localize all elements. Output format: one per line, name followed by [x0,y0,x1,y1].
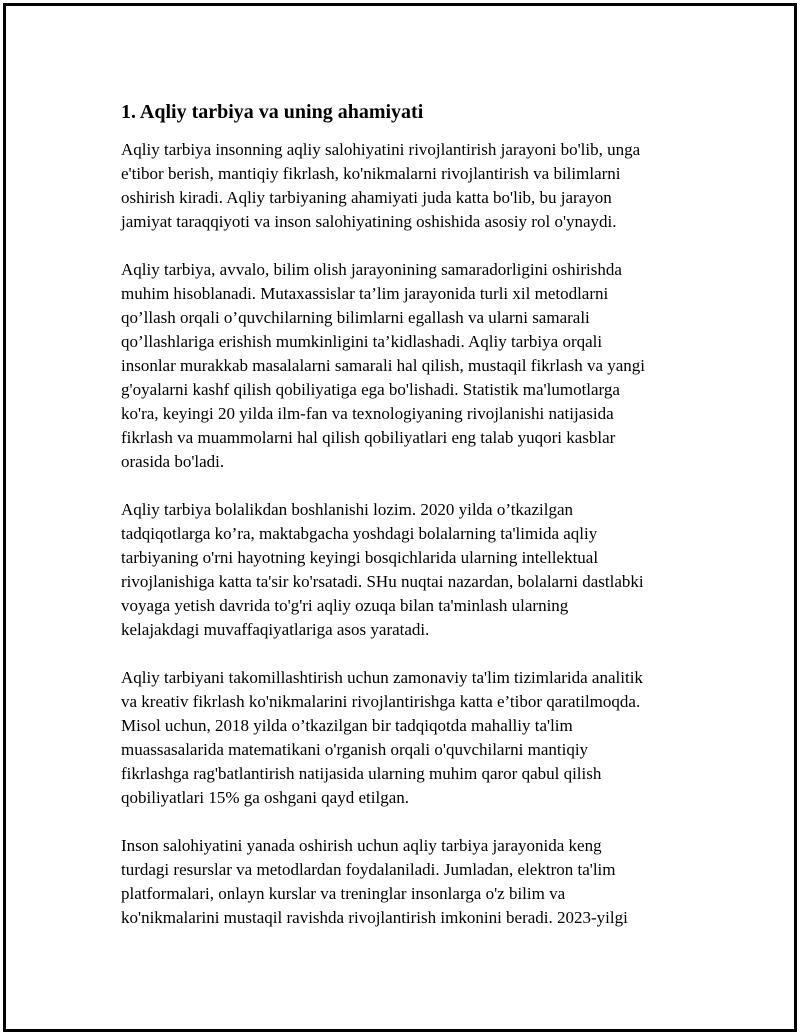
text-line: fikrlash va muammolarni hal qilish qobiliyatlari eng talab yuqori kasblar [121,428,616,447]
text-line: tadqiqotlarga ko’ra, maktabgacha yoshdagi bolalarning ta'limida aqliy [121,524,598,543]
text-line: Misol uchun, 2018 yilda o’tkazilgan bir tadqiqotda mahalliy ta'lim [121,716,573,735]
text-line: rivojlanishiga katta ta'sir ko'rsatadi. SHu nuqtai nazardan, bolalarni dastlabki [121,572,644,591]
text-line: tarbiyaning o'rni hayotning keyingi bosqichlarida ularning intellektual [121,548,599,567]
page-frame [3,3,797,1032]
text-line: platformalari, onlayn kurslar va treninglar insonlarga o'z bilim va [121,884,566,903]
text-line: va kreativ fikrlash ko'nikmalarini rivojlantirishga katta e’tibor qaratilmoqda. [121,692,641,711]
text-line: muhim hisoblanadi. Mutaxassislar ta’lim jarayonida turli xil metodlarni [121,284,609,303]
section-heading: 1. Aqliy tarbiya va uning ahamiyati [121,101,424,123]
text-line: jamiyat taraqqiyoti va inson salohiyatining oshishida asosiy rol o'ynaydi. [121,212,617,231]
text-line: insonlar murakkab masalalarni samarali hal qilish, mustaqil fikrlash va yangi [121,356,646,375]
text-line: kelajakdagi muvaffaqiyatlariga asos yaratadi. [121,620,430,639]
text-line: voyaga yetish davrida to'g'ri aqliy ozuqa bilan ta'minlash ularning [121,596,569,615]
paragraph-5 [121,834,701,930]
text-line: g'oyalarni kashf qilish qobiliyatiga ega bo'lishadi. Statistik ma'lumotlarga [121,380,620,399]
text-line: qobiliyatlari 15% ga oshgani qayd etilgan. [121,788,409,807]
text-line: qo’llashlariga erishish mumkinligini ta’kidlashadi. Aqliy tarbiya orqali [121,332,603,351]
paragraph-1 [121,138,701,234]
text-line: muassasalarida matematikani o'rganish orqali o'quvchilarni mantiqiy [121,740,589,759]
text-line: Aqliy tarbiya, avvalo, bilim olish jarayonining samaradorligini oshirishda [121,260,622,279]
text-line: oshirish kiradi. Aqliy tarbiyaning ahamiyati juda katta bo'lib, bu jarayon [121,188,612,207]
document-body [121,98,701,954]
text-line: ko'nikmalarini mustaqil ravishda rivojlantirish imkonini beradi. 2023-yilgi [121,908,628,927]
text-line: fikrlashga rag'batlantirish natijasida ularning muhim qaror qabul qilish [121,764,602,783]
text-line: Aqliy tarbiya insonning aqliy salohiyatini rivojlantirish jarayoni bo'lib, unga [121,140,641,159]
paragraph-4 [121,666,701,810]
text-line: ko'ra, keyingi 20 yilda ilm-fan va texnologiyaning rivojlanishi natijasida [121,404,614,423]
text-line: turdagi resurslar va metodlardan foydalaniladi. Jumladan, elektron ta'lim [121,860,616,879]
text-line: Aqliy tarbiyani takomillashtirish uchun zamonaviy ta'lim tizimlarida analitik [121,668,643,687]
paragraph-2 [121,258,701,474]
text-line: e'tibor berish, mantiqiy fikrlash, ko'nikmalarni rivojlantirish va bilimlarni [121,164,621,183]
paragraph-3 [121,498,701,642]
text-line: Aqliy tarbiya bolalikdan boshlanishi lozim. 2020 yilda o’tkazilgan [121,500,573,519]
text-line: Inson salohiyatini yanada oshirish uchun aqliy tarbiya jarayonida keng [121,836,602,855]
text-line: orasida bo'ladi. [121,452,225,471]
text-line: qo’llash orqali o’quvchilarning bilimlarni egallash va ularni samarali [121,308,590,327]
